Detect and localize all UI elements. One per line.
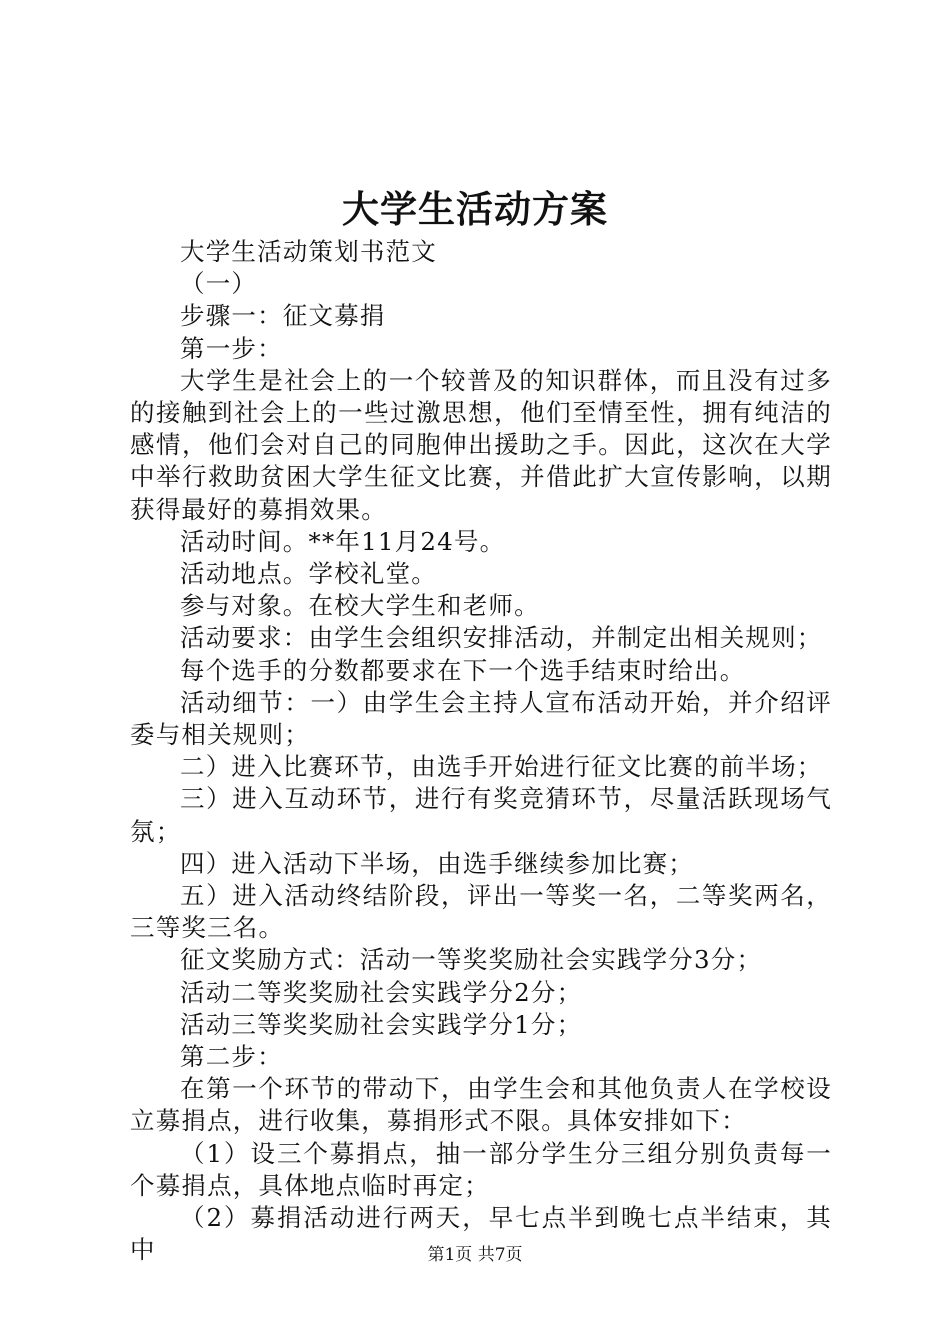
- paragraph: 每个选手的分数都要求在下一个选手结束时给出。: [180, 655, 746, 685]
- page-footer: 第1页 共7页: [427, 1245, 523, 1265]
- document-title: 大学生活动方案: [342, 187, 608, 231]
- paragraph: （一）: [180, 269, 258, 299]
- paragraph: 第一步：: [180, 333, 283, 363]
- paragraph: 大学生活动策划书范文: [180, 237, 437, 266]
- paragraph: （1）设三个募捐点，抽一部分学生分三组分别负责每一个募捐点，具体地点临时再定；: [130, 1138, 832, 1200]
- paragraph: 二）进入比赛环节，由选手开始进行征文比赛的前半场；: [180, 752, 823, 782]
- paragraph: 活动二等奖奖励社会实践学分2分；: [180, 977, 583, 1007]
- document-body: [130, 236, 832, 1267]
- paragraph: 活动地点。学校礼堂。: [180, 559, 437, 589]
- paragraph: 步骤一：征文募捐: [180, 301, 386, 331]
- paragraph: 征文奖励方式：活动一等奖奖励社会实践学分3分；: [180, 945, 763, 975]
- paragraph: 活动要求：由学生会组织安排活动，并制定出相关规则；: [180, 623, 823, 653]
- paragraph: 在第一个环节的带动下，由学生会和其他负责人在学校设立募捐点，进行收集，募捐形式不限。具体安排如下：: [130, 1074, 832, 1136]
- paragraph: 大学生是社会上的一个较普及的知识群体，而且没有过多的接触到社会上的一些过激思想，他们至情至性，拥有纯洁的感情，他们会对自己的同胞伸出援助之手。因此，这次在大学中举行救助贫困大学生征文比赛，并借此扩大宣传影响，以期获得最好的募捐效果。: [130, 365, 832, 524]
- paragraph: 活动时间。**年11月24号。: [180, 526, 506, 556]
- paragraph: 五）进入活动终结阶段，评出一等奖一名，二等奖两名，三等奖三名。: [130, 881, 832, 943]
- paragraph: 活动三等奖奖励社会实践学分1分；: [180, 1009, 583, 1039]
- paragraph: 第二步：: [180, 1042, 283, 1072]
- paragraph: 三）进入互动环节，进行有奖竞猜环节，尽量活跃现场气氛；: [130, 784, 832, 846]
- paragraph: 活动细节：一）由学生会主持人宣布活动开始，并介绍评委与相关规则；: [130, 687, 832, 750]
- paragraph: 四）进入活动下半场，由选手继续参加比赛；: [180, 848, 694, 878]
- paragraph: （2）募捐活动进行两天，早七点半到晚七点半结束，其中: [130, 1203, 832, 1265]
- paragraph: 参与对象。在校大学生和老师。: [180, 591, 540, 621]
